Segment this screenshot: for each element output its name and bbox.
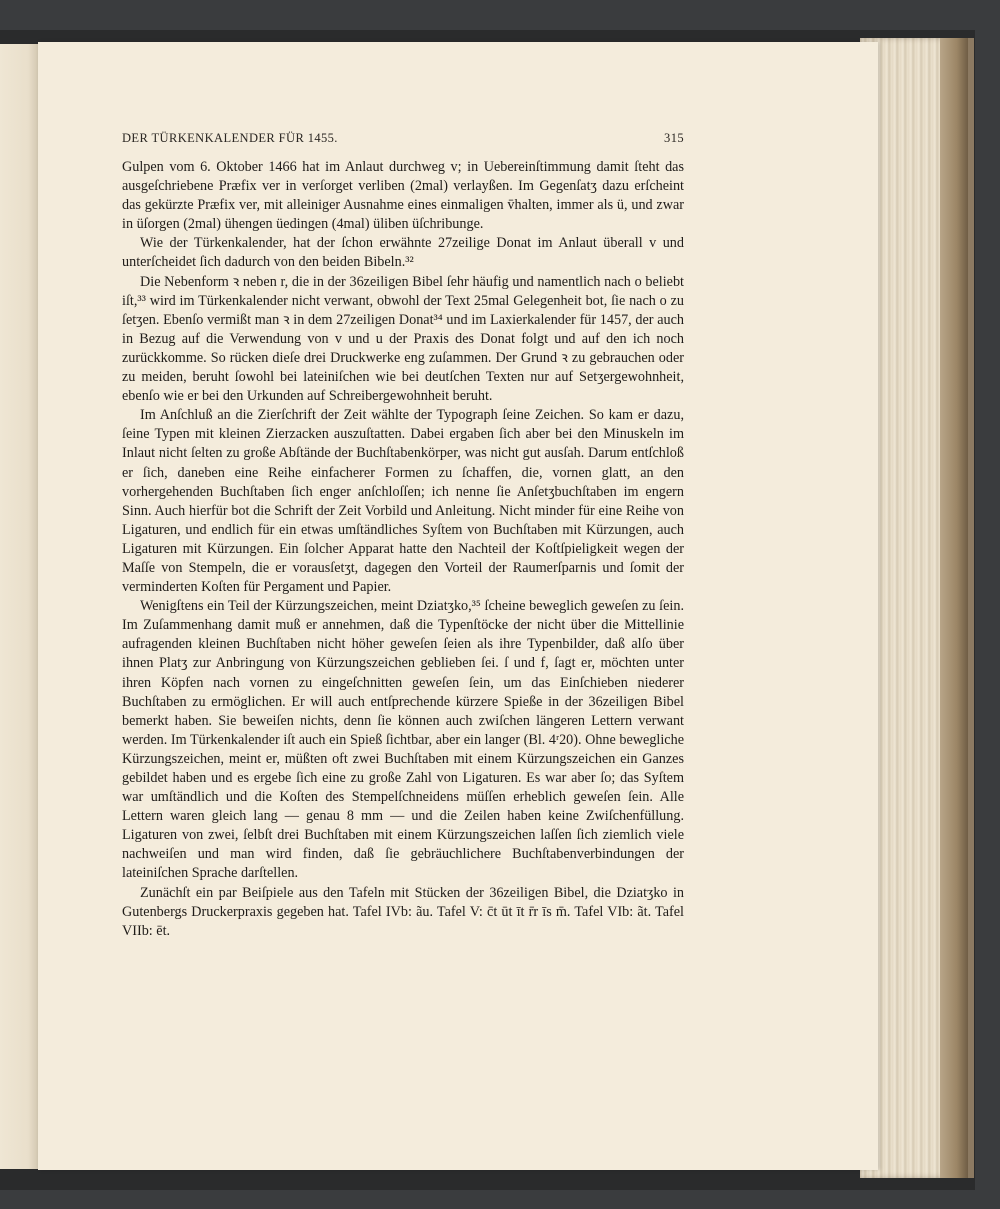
left-page-edge bbox=[0, 44, 41, 1169]
body-text bbox=[122, 158, 684, 941]
paragraph: Gulpen vom 6. Oktober 1466 hat im Anlaut durchweg v; in Uebereinſtimmung damit ſteht das ausgeſchriebene Præfix ver in verſorget verliben (2mal) verlayßen. Im Gegenſatʒ dazu erſcheint das gekürzte Præfix ver, mit alleiniger Ausnahme eines einmaligen v̄halten, immer als ü, und zwar in üſorgen (2mal) ühengen üedingen (4mal) üliben üſchribunge. bbox=[122, 159, 684, 233]
paragraph: Im Anſchluß an die Zierſchrift der Zeit wählte der Typograph ſeine Zeichen. So kam er dazu, ſeine Typen mit kleinen Zierzacken auszuſtatten. Dabei ergaben ſich aber bei den Minuskeln im Inlaut nicht ſelten zu große Abſtände der Buchſtabenkörper, was nicht gut ausſah. Darum entſchloß er ſich, daneben eine Reihe einfacherer Formen zu ſchaffen, die, vornen glatt, an den vorhergehenden Buchſtaben ſich enger anſchloſſen; ich nenne ſie Anſetʒbuchſtaben im engern Sinn. Auch hierfür bot die Schrift der Zeit Vorbild und Anleitung. Nicht minder für eine Reihe von Ligaturen, und endlich für ein etwas umſtändliches Syſtem von Buchſtaben mit Kürzungen, auch Ligaturen mit Kürzungen. Ein ſolcher Apparat hatte den Nachteil der Koſtſpieligkeit wegen der Maſſe von Stempeln, die er vorausſetʒt, dagegen den Vorteil der Raumerſparnis und ſomit der verminderten Koſten für Pergament und Papier. bbox=[122, 407, 684, 596]
book-cover-edge bbox=[940, 38, 968, 1178]
running-head-title: DER TÜRKENKALENDER FÜR 1455. bbox=[122, 131, 338, 145]
page-number: 315 bbox=[664, 131, 684, 145]
paragraph: Zunächſt ein par Beiſpiele aus den Tafeln mit Stücken der 36zeiligen Bibel, die Dziatʒko in Gutenbergs Druckerpraxis gegeben hat. Tafel IVb: ãu. Tafel V: c̄t ūt īt r̄r īs m̄. Tafel VIb: ãt. Tafel VIIb: ēt. bbox=[122, 884, 684, 939]
paragraph: Wenigſtens ein Teil der Kürzungszeichen, meint Dziatʒko,³⁵ ſcheine beweglich geweſen zu ſein. Im Zuſammenhang damit muß er annehmen, daß die Typenſtöcke der nicht über die Mittellinie aufragenden kleinen Buchſtaben nicht höher geweſen ſeien als ihre Typenbilder, daß alſo über ihnen Platʒ zur Anbringung von Kürzungszeichen geblieben ſei. ſ und f, ſagt er, möchten unter ihren Köpfen nach vornen zu eingeſchnitten geweſen ſein, um das Einſchieben niederer Buchſtaben zu ermöglichen. Er will auch entſprechende kürzere Spieße in der 36zeiligen Bibel bemerkt haben. Sie beweiſen nichts, denn ſie können auch zwiſchen längeren Lettern verwant werden. Im Türkenkalender iſt auch ein Spieß ſichtbar, aber ein langer (Bl. 4ʳ20). Ohne bewegliche Kürzungszeichen, meint er, müßten oft zwei Buchſtaben mit einem Kürzungszeichen ein Ganzes gebildet haben und es ergebe ſich eine zu große Zahl von Ligaturen. Es war aber ſo; das Syſtem war umſtändlich und die Koſten des Stempelſchneidens müſſen erheblich geweſen ſein. Alle Lettern waren gleich lang — genau 8 mm — und die Zeilen haben keine Zwiſchenfüllung. Ligaturen von zwei, ſelbſt drei Buchſtaben mit einem Kürzungszeichen laſſen ſich ziemlich viele nachweiſen und man wird finden, daß ſie gebräuchlichere Buchſtabenverbindungen der lateiniſchen Sprache darſtellen. bbox=[122, 598, 684, 882]
paragraph: Wie der Türkenkalender, hat der ſchon erwähnte 27zeilige Donat im Anlaut überall v und unterſcheidet ſich dadurch von den beiden Bibeln.³² bbox=[122, 235, 684, 271]
paragraph: Die Nebenform ꝛ neben r, die in der 36zeiligen Bibel ſehr häufig und namentlich nach o beliebt iſt,³³ wird im Türkenkalender nicht verwant, obwohl der Text 25mal Gelegenheit bot, ſie nach o zu ſetʒen. Ebenſo vermißt man ꝛ in dem 27zeiligen Donat³⁴ und im Laxierkalender für 1457, der auch in Bezug auf die Verwendung von v und u der Praxis des Donat folgt und auf den ich noch zurückkomme. So rücken dieſe drei Druckwerke eng zuſammen. Der Grund ꝛ zu gebrauchen oder zu meiden, beruht ſowohl bei lateiniſchen wie bei deutſchen Texten nur auf Setʒergewohnheit, ebenſo wie er bei den Urkunden auf Schreibergewohnheit beruht. bbox=[122, 273, 684, 405]
